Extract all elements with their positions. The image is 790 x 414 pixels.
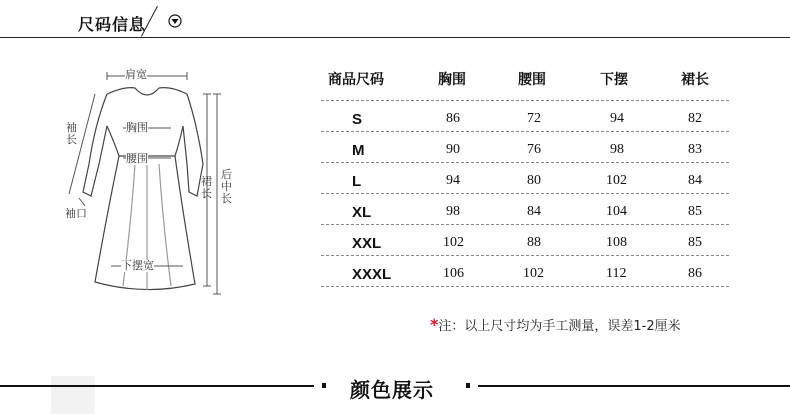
table-row xyxy=(321,163,729,194)
header-underline xyxy=(0,37,790,38)
cell-size: S xyxy=(352,111,363,128)
section-title-size-info: 尺码信息 xyxy=(78,15,147,34)
table-row xyxy=(321,225,729,256)
column-header-length: 裙长 xyxy=(681,72,709,88)
cell-waist: 102 xyxy=(523,266,544,281)
cell-waist: 72 xyxy=(527,111,541,126)
cell-waist: 76 xyxy=(527,142,541,157)
cell-size: L xyxy=(352,173,362,190)
size-chart-table xyxy=(321,66,729,287)
diagram-label-sleeve: 袖长 xyxy=(66,121,77,146)
column-header-waist: 腰围 xyxy=(518,72,546,88)
cell-length: 85 xyxy=(688,235,702,250)
dress-measurement-diagram xyxy=(55,64,240,304)
diagram-label-hem: 下摆宽 xyxy=(121,259,154,272)
column-header-hem: 下摆 xyxy=(600,72,628,88)
cell-chest: 106 xyxy=(443,266,464,281)
cell-length: 85 xyxy=(688,204,702,219)
cell-size: XL xyxy=(352,204,372,221)
cell-waist: 80 xyxy=(527,173,541,188)
table-row xyxy=(321,132,729,163)
cell-length: 83 xyxy=(688,142,702,157)
cell-length: 86 xyxy=(688,266,702,281)
color-swatch-placeholder xyxy=(51,376,95,414)
column-header-chest: 胸围 xyxy=(438,72,466,88)
table-row xyxy=(321,256,729,287)
diagram-label-cuff: 袖口 xyxy=(65,207,87,220)
table-row xyxy=(321,101,729,132)
cell-chest: 102 xyxy=(443,235,464,250)
cell-hem: 108 xyxy=(606,235,627,250)
cell-length: 82 xyxy=(688,111,702,126)
cell-hem: 102 xyxy=(606,173,627,188)
diagram-label-skirt-length: 裙长 xyxy=(201,175,212,200)
cell-length: 84 xyxy=(688,173,702,188)
measurement-note xyxy=(430,315,681,334)
footer-rule-right xyxy=(478,385,790,387)
diagram-label-back-length: 后中长 xyxy=(221,168,232,205)
cell-waist: 84 xyxy=(527,204,541,219)
cell-chest: 98 xyxy=(446,204,460,219)
section-title-color-display: 颜色展示 xyxy=(350,378,434,402)
cell-size: XXL xyxy=(352,235,382,252)
cell-chest: 94 xyxy=(446,173,460,188)
cell-waist: 88 xyxy=(527,235,541,250)
cell-size: M xyxy=(352,142,365,159)
diagram-label-shoulder: 肩宽 xyxy=(125,68,147,81)
cell-hem: 112 xyxy=(606,266,627,281)
footer-dot-right xyxy=(466,383,470,388)
cell-hem: 104 xyxy=(606,204,627,219)
cell-hem: 98 xyxy=(610,142,624,157)
cell-chest: 86 xyxy=(446,111,460,126)
row-divider xyxy=(321,286,729,287)
cell-chest: 90 xyxy=(446,142,460,157)
diagram-label-waist: 腰围 xyxy=(126,152,148,165)
footer-dot-left xyxy=(322,383,326,388)
column-header-size: 商品尺码 xyxy=(328,72,384,88)
diagram-label-chest: 胸围 xyxy=(126,121,148,134)
note-text: 注：以上尺寸均为手工测量，误差1-2厘米 xyxy=(438,319,681,334)
footer-rule-left xyxy=(0,385,314,387)
cell-hem: 94 xyxy=(610,111,624,126)
chevron-down-circle-icon xyxy=(168,14,182,28)
cell-size: XXXL xyxy=(352,266,392,283)
table-header-row xyxy=(321,66,729,92)
table-row xyxy=(321,194,729,225)
asterisk-mark: * xyxy=(430,315,439,334)
